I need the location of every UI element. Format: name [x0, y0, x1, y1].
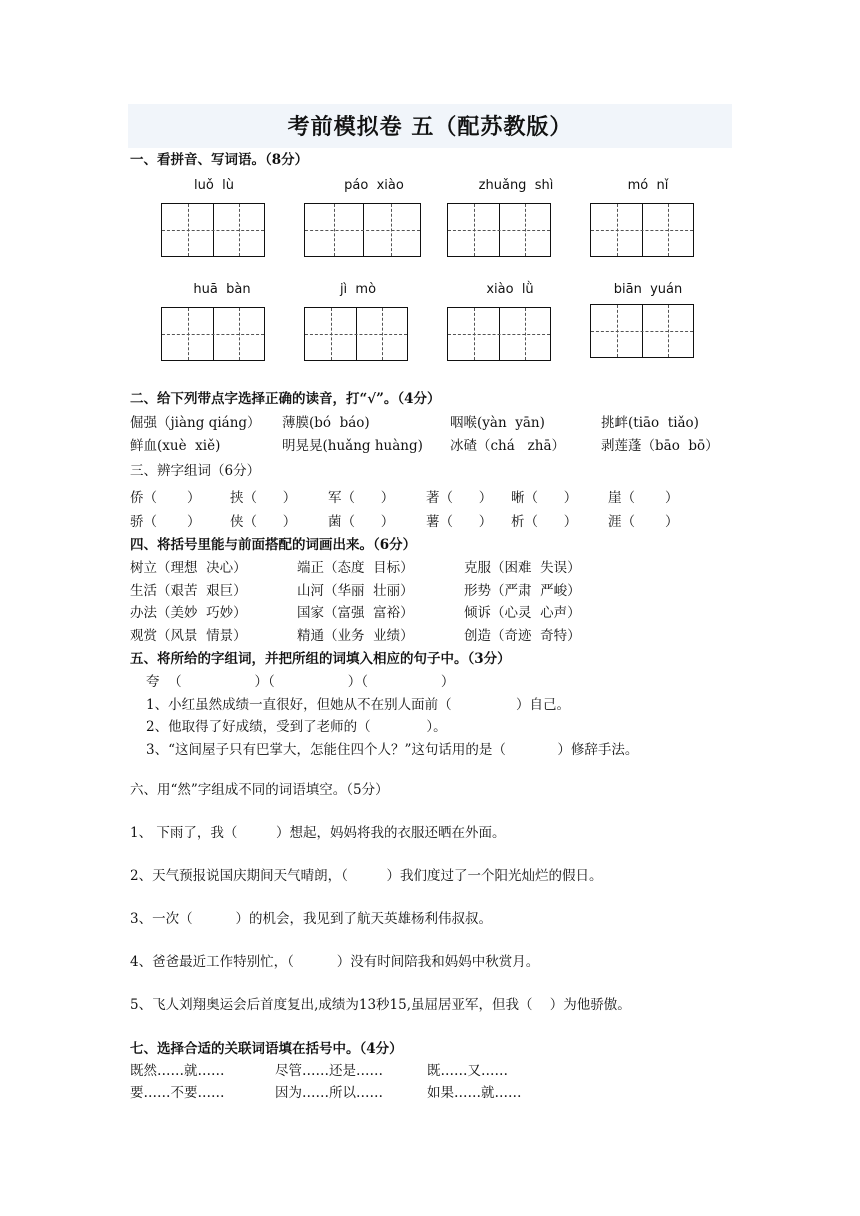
- word-group-item: 晰（ ）: [511, 490, 578, 506]
- pronunciation-item: 咽喉(yàn yān): [450, 415, 545, 431]
- collocation-item: 克服（困难 失误）: [464, 560, 581, 576]
- fill-line: 夸 （ ）（ ）（ ）: [146, 674, 455, 690]
- writing-grid-box[interactable]: [161, 307, 265, 361]
- section5-heading: [130, 651, 511, 667]
- pinyin-label: mó nǐ: [627, 178, 669, 193]
- word-group-item: 涯（ ）: [608, 514, 679, 530]
- collocation-item: 精通（业务 业绩）: [297, 628, 414, 644]
- collocation-item: 办法（美妙 巧妙）: [130, 605, 247, 621]
- writing-grid-box[interactable]: [161, 203, 265, 257]
- collocation-item: 观赏（风景 情景）: [130, 628, 247, 644]
- word-group-item: 菌（ ）: [328, 514, 395, 530]
- word-group-item: 挟（ ）: [230, 490, 297, 506]
- collocation-item: 端正（态度 目标）: [297, 560, 414, 576]
- pinyin-label: páo xiào: [344, 178, 404, 193]
- conjunction-option: 既然……就……: [130, 1063, 225, 1079]
- conjunction-option: 要……不要……: [130, 1085, 225, 1101]
- word-group-item: 军（ ）: [328, 490, 395, 506]
- pronunciation-item: 薄膜(bó báo): [282, 415, 370, 431]
- writing-grid-box[interactable]: [590, 304, 694, 358]
- word-group-item: 析（ ）: [511, 514, 578, 530]
- fill-sentence: 3、一次（ ）的机会，我见到了航天英雄杨利伟叔叔。: [130, 911, 493, 927]
- section3-heading: 三、辨字组词（6分）: [130, 463, 261, 479]
- writing-grid-box[interactable]: [304, 203, 421, 257]
- conjunction-option: 尽管……还是……: [275, 1063, 383, 1079]
- section6-heading: 六、用“然”字组成不同的词语填空。（5分）: [130, 782, 389, 798]
- page-title: 考前模拟卷 五（配苏教版）: [287, 114, 573, 140]
- pronunciation-item: 冰碴（chá zhā）: [450, 438, 566, 454]
- writing-grid-box[interactable]: [447, 203, 551, 257]
- word-group-item: 薯（ ）: [426, 514, 493, 530]
- section7-heading: 七、选择合适的关联词语填在括号中。（4分）: [130, 1041, 403, 1057]
- word-group-item: 著（ ）: [426, 490, 493, 506]
- pronunciation-item: 挑衅(tiāo tiǎo): [601, 415, 699, 431]
- collocation-item: 生活（艰苦 艰巨）: [130, 583, 247, 599]
- section2-heading: 二、给下列带点字选择正确的读音，打“√”。（4分）: [130, 391, 441, 407]
- fill-sentence: 3、“这间屋子只有巴掌大，怎能住四个人？”这句话用的是（ ）修辞手法。: [146, 742, 639, 758]
- collocation-item: 国家（富强 富裕）: [297, 605, 414, 621]
- collocation-item: 形势（严肃 严峻）: [464, 583, 581, 599]
- collocation-item: 树立（理想 决心）: [130, 560, 247, 576]
- word-group-item: 侠（ ）: [230, 514, 297, 530]
- word-group-item: 骄（ ）: [130, 514, 201, 530]
- conjunction-option: 因为……所以……: [275, 1085, 383, 1101]
- section4-heading: 四、将括号里能与前面搭配的词画出来。（6分）: [130, 537, 417, 553]
- word-group-item: 崖（ ）: [608, 490, 679, 506]
- fill-sentence: 4、爸爸最近工作特别忙，（ ）没有时间陪我和妈妈中秋赏月。: [130, 954, 540, 970]
- section5-heading-text: 五、将所给的字组词，并把所组的词填入相应的句子中。（3分）: [130, 651, 511, 667]
- pronunciation-item: 倔强（jiàng qiáng）: [130, 415, 261, 431]
- pronunciation-item: 剥莲蓬（bāo bō）: [601, 438, 719, 454]
- pinyin-label: luǒ lù: [194, 178, 234, 193]
- writing-grid-box[interactable]: [590, 203, 694, 257]
- collocation-item: 倾诉（心灵 心声）: [464, 605, 581, 621]
- word-group-item: 侨（ ）: [130, 490, 201, 506]
- pinyin-label: jì mò: [339, 282, 377, 297]
- writing-grid-box[interactable]: [304, 307, 408, 361]
- conjunction-option: 既……又……: [427, 1063, 508, 1079]
- writing-grid-box[interactable]: [447, 307, 551, 361]
- section1-heading: 一、看拼音、写词语。（8分）: [130, 152, 309, 168]
- conjunction-option: 如果……就……: [427, 1085, 522, 1101]
- pinyin-label: huā bàn: [193, 282, 251, 297]
- collocation-item: 创造（奇迹 奇特）: [464, 628, 581, 644]
- pinyin-label: biān yuán: [613, 282, 683, 297]
- fill-sentence: 5、飞人刘翔奥运会后首度复出,成绩为13秒15,虽屈居亚军，但我（ ）为他骄傲。: [130, 997, 631, 1013]
- fill-sentence: 1、 下雨了，我（ ）想起，妈妈将我的衣服还晒在外面。: [130, 825, 506, 841]
- pronunciation-item: 明晃晃(huǎng huàng): [282, 438, 423, 454]
- collocation-item: 山河（华丽 壮丽）: [297, 583, 414, 599]
- pinyin-label: zhuǎng shì: [478, 178, 554, 193]
- fill-sentence: 2、天气预报说国庆期间天气晴朗，（ ）我们度过了一个阳光灿烂的假日。: [130, 868, 603, 884]
- fill-sentence: 1、小红虽然成绩一直很好，但她从不在别人面前（ ）自己。: [146, 697, 570, 713]
- fill-sentence: 2、他取得了好成绩，受到了老师的（ ）。: [146, 719, 447, 735]
- pinyin-label: xiào lǜ: [486, 282, 534, 297]
- pronunciation-item: 鲜血(xuè xiě): [130, 438, 221, 454]
